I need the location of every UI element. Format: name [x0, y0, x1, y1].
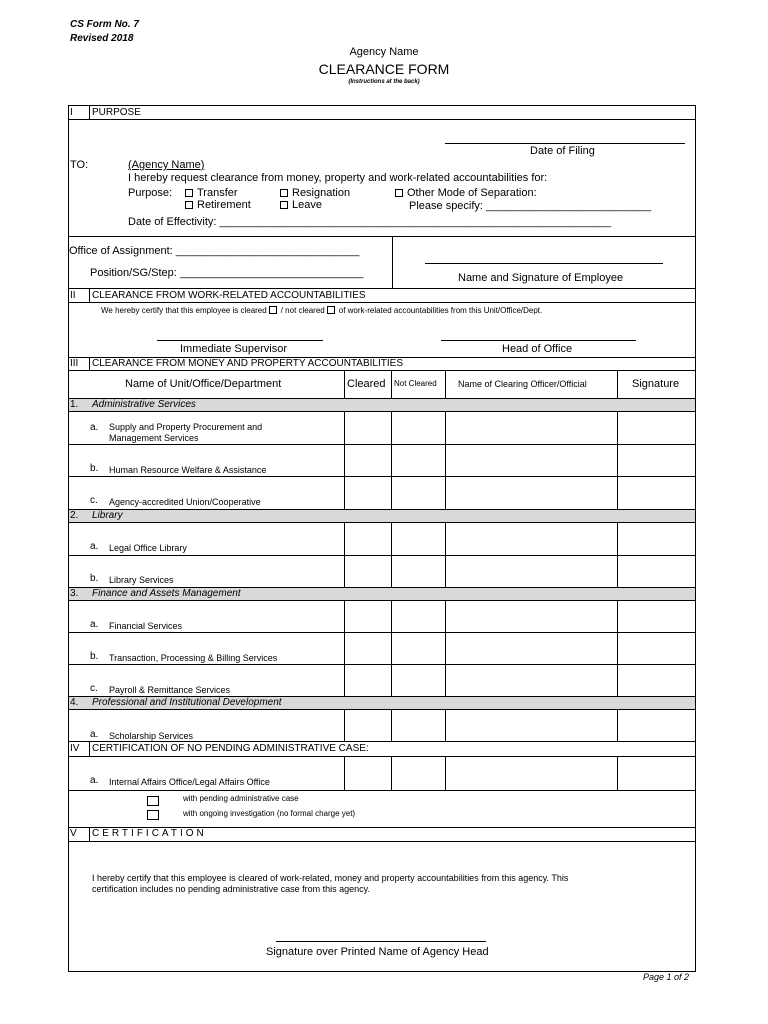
- g3-c-letter: c.: [90, 683, 98, 694]
- g1-a-label-2: Management Services: [109, 433, 199, 443]
- g3-a-letter: a.: [90, 619, 99, 630]
- col-signature-header: Signature: [632, 378, 680, 390]
- g2-a-label: Legal Office Library: [109, 543, 187, 553]
- group-3-name: Finance and Assets Management: [92, 588, 241, 599]
- section-2-title: CLEARANCE FROM WORK-RELATED ACCOUNTABILITIES: [92, 290, 366, 301]
- page-title: CLEARANCE FORM: [318, 61, 450, 77]
- immediate-supervisor-label: Immediate Supervisor: [180, 343, 287, 355]
- g1-a-label-1: Supply and Property Procurement and: [109, 422, 263, 432]
- leave-checkbox[interactable]: [280, 201, 288, 209]
- head-of-office-label: Head of Office: [502, 343, 573, 355]
- instructions-note: (Instructions at the back): [348, 79, 420, 85]
- retirement-option[interactable]: Retirement: [185, 199, 251, 211]
- g2-a-letter: a.: [90, 541, 99, 552]
- group-4-name: Professional and Institutional Development: [92, 697, 282, 708]
- not-cleared-checkbox[interactable]: [327, 306, 335, 314]
- g2-b-label: Library Services: [109, 575, 174, 585]
- leave-option[interactable]: Leave: [280, 199, 322, 211]
- g1-c-label: Agency-accredited Union/Cooperative: [109, 497, 261, 507]
- agency-name-field[interactable]: (Agency Name): [128, 159, 205, 171]
- g1-b-letter: b.: [90, 463, 99, 474]
- section-5-number: V: [70, 828, 77, 839]
- g1-a-letter: a.: [90, 422, 99, 433]
- group-bar-2: [69, 509, 695, 522]
- other-mode-option[interactable]: Other Mode of Separation:: [395, 187, 537, 199]
- g3-b-label: Transaction, Processing & Billing Services: [109, 653, 278, 663]
- section-4-number: IV: [70, 743, 80, 754]
- col-not-cleared-header: Not Cleared: [394, 379, 437, 388]
- group-3-number: 3.: [70, 588, 79, 599]
- agency-name-header: Agency Name: [349, 46, 419, 58]
- pending-case-label: with pending administrative case: [183, 794, 299, 803]
- please-specify-field[interactable]: Please specify: ___________________________: [409, 200, 652, 212]
- g2-b-letter: b.: [90, 573, 99, 584]
- group-4-number: 4.: [70, 697, 79, 708]
- g1-c-letter: c.: [90, 495, 98, 506]
- g4-a-letter: a.: [90, 729, 99, 740]
- col-officer-header: Name of Clearing Officer/Official: [458, 379, 587, 389]
- request-text: I hereby request clearance from money, property and work-related accountabilities for:: [128, 172, 548, 184]
- g3-c-label: Payroll & Remittance Services: [109, 685, 231, 695]
- section-5-title: CERTIFICATION: [92, 828, 207, 839]
- group-1-number: 1.: [70, 399, 79, 410]
- sec4-a-letter: a.: [90, 775, 99, 786]
- g3-b-letter: b.: [90, 651, 99, 662]
- agency-head-signature-label: Signature over Printed Name of Agency Head: [266, 946, 489, 958]
- transfer-checkbox[interactable]: [185, 189, 193, 197]
- section-1-title: PURPOSE: [92, 107, 141, 118]
- group-2-number: 2.: [70, 510, 79, 521]
- g4-a-label: Scholarship Services: [109, 731, 194, 741]
- section-3-title: CLEARANCE FROM MONEY AND PROPERTY ACCOUNTABILITIES: [92, 358, 403, 369]
- purpose-label: Purpose:: [128, 187, 173, 199]
- ongoing-investigation-label: with ongoing investigation (no formal charge yet): [183, 809, 356, 818]
- certification-text-2: certification includes no pending administrative case from this agency.: [92, 884, 370, 894]
- date-of-filing-label: Date of Filing: [530, 145, 595, 157]
- retirement-checkbox[interactable]: [185, 201, 193, 209]
- position-field[interactable]: Position/SG/Step: ______________________________: [90, 267, 364, 279]
- section-1-number: I: [70, 107, 73, 118]
- g3-a-label: Financial Services: [109, 621, 183, 631]
- resignation-option[interactable]: Resignation: [280, 187, 350, 199]
- cleared-checkbox[interactable]: [269, 306, 277, 314]
- col-cleared-header: Cleared: [347, 378, 386, 390]
- page-number: Page 1 of 2: [643, 972, 690, 982]
- section-2-number: II: [70, 290, 76, 301]
- revised-year: Revised 2018: [70, 33, 134, 44]
- other-mode-checkbox[interactable]: [395, 189, 403, 197]
- form-number: CS Form No. 7: [70, 19, 139, 30]
- to-label: TO:: [70, 159, 89, 171]
- section-4-title: CERTIFICATION OF NO PENDING ADMINISTRATIVE CASE:: [92, 743, 369, 754]
- g1-b-label: Human Resource Welfare & Assistance: [109, 465, 267, 475]
- internal-affairs-label: Internal Affairs Office/Legal Affairs Office: [109, 777, 270, 787]
- work-certify-text: We hereby certify that this employee is cleared / not cleared of work-related accountabilities from this Unit/Office/Dept.: [101, 306, 543, 315]
- transfer-option[interactable]: Transfer: [185, 187, 238, 199]
- certification-text-1: I hereby certify that this employee is cleared of work-related, money and property accountabilities from this agency. This: [92, 873, 569, 883]
- name-signature-employee-label: Name and Signature of Employee: [458, 272, 624, 284]
- office-of-assignment-field[interactable]: Office of Assignment: ______________________________: [69, 245, 360, 257]
- pending-case-checkbox[interactable]: [147, 796, 159, 806]
- col-unit-header: Name of Unit/Office/Department: [125, 378, 282, 390]
- section-3-number: III: [70, 358, 79, 369]
- resignation-checkbox[interactable]: [280, 189, 288, 197]
- date-of-effectivity-field[interactable]: Date of Effectivity: ________________________________________________________________: [128, 216, 612, 228]
- ongoing-investigation-checkbox[interactable]: [147, 810, 159, 820]
- group-1-name: Administrative Services: [92, 399, 196, 410]
- group-2-name: Library: [92, 510, 123, 521]
